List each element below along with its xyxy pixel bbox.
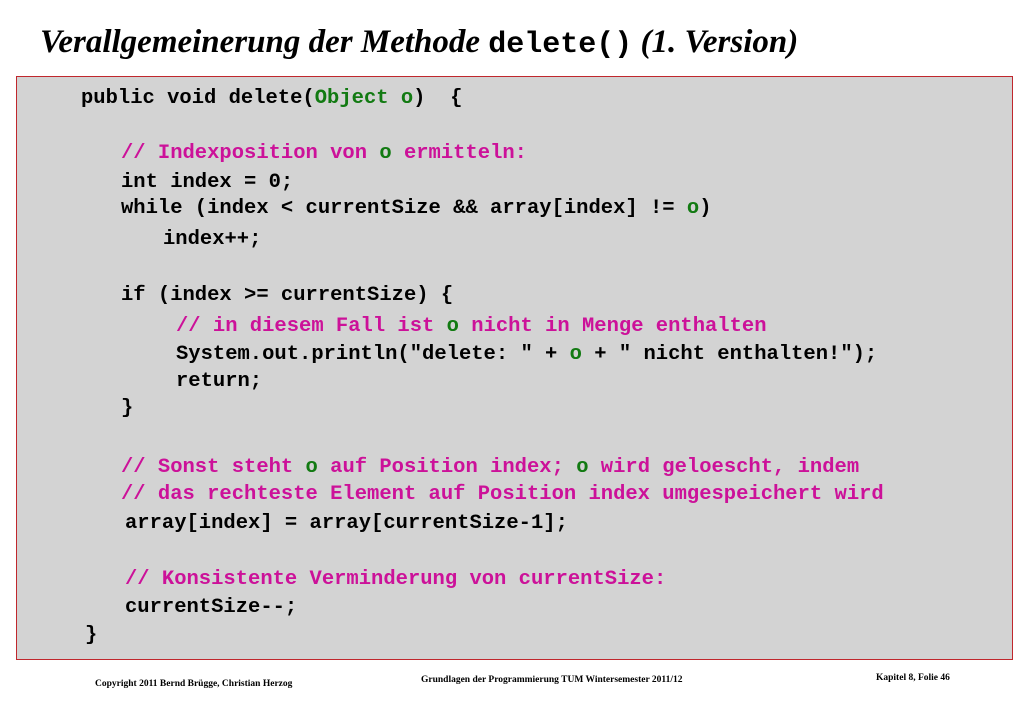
title-text-before: Verallgemeinerung der Methode [40, 24, 489, 60]
slide-title [40, 22, 798, 65]
code-line-decrement: currentSize--; [125, 596, 298, 619]
footer-slide-number: Kapitel 8, Folie 46 [876, 673, 950, 683]
code-block [16, 76, 1013, 660]
code-line-index-increment: index++; [163, 228, 262, 251]
code-line-if: if (index >= currentSize) { [121, 284, 454, 307]
title-method-name: delete() [488, 28, 633, 62]
code-line-array-assign: array[index] = array[currentSize-1]; [125, 512, 568, 535]
code-line-method-signature: public void delete(Object o) { [81, 87, 463, 110]
title-text-after: (1. Version) [632, 24, 799, 60]
code-line-comment-index: // Indexposition von o ermitteln: [121, 142, 527, 165]
code-line-method-close: } [85, 624, 98, 647]
code-line-comment-consistent: // Konsistente Verminderung von currentSize: [125, 568, 667, 591]
footer-course: Grundlagen der Programmierung TUM Wintersemester 2011/12 [421, 675, 683, 685]
code-line-comment-rightmost: // das rechteste Element auf Position index umgespeichert wird [121, 483, 884, 506]
footer-copyright: Copyright 2011 Bernd Brügge, Christian Herzog [95, 679, 293, 689]
code-line-comment-otherwise: // Sonst steht o auf Position index; o wird geloescht, indem [121, 456, 860, 479]
code-line-return: return; [176, 370, 263, 393]
code-line-comment-not-found: // in diesem Fall ist o nicht in Menge enthalten [176, 315, 767, 338]
code-line-println: System.out.println("delete: " + o + " nicht enthalten!"); [176, 343, 878, 366]
code-line-while: while (index < currentSize && array[index] != o) [121, 197, 712, 220]
code-line-int-index: int index = 0; [121, 171, 294, 194]
code-line-if-close: } [121, 397, 134, 420]
